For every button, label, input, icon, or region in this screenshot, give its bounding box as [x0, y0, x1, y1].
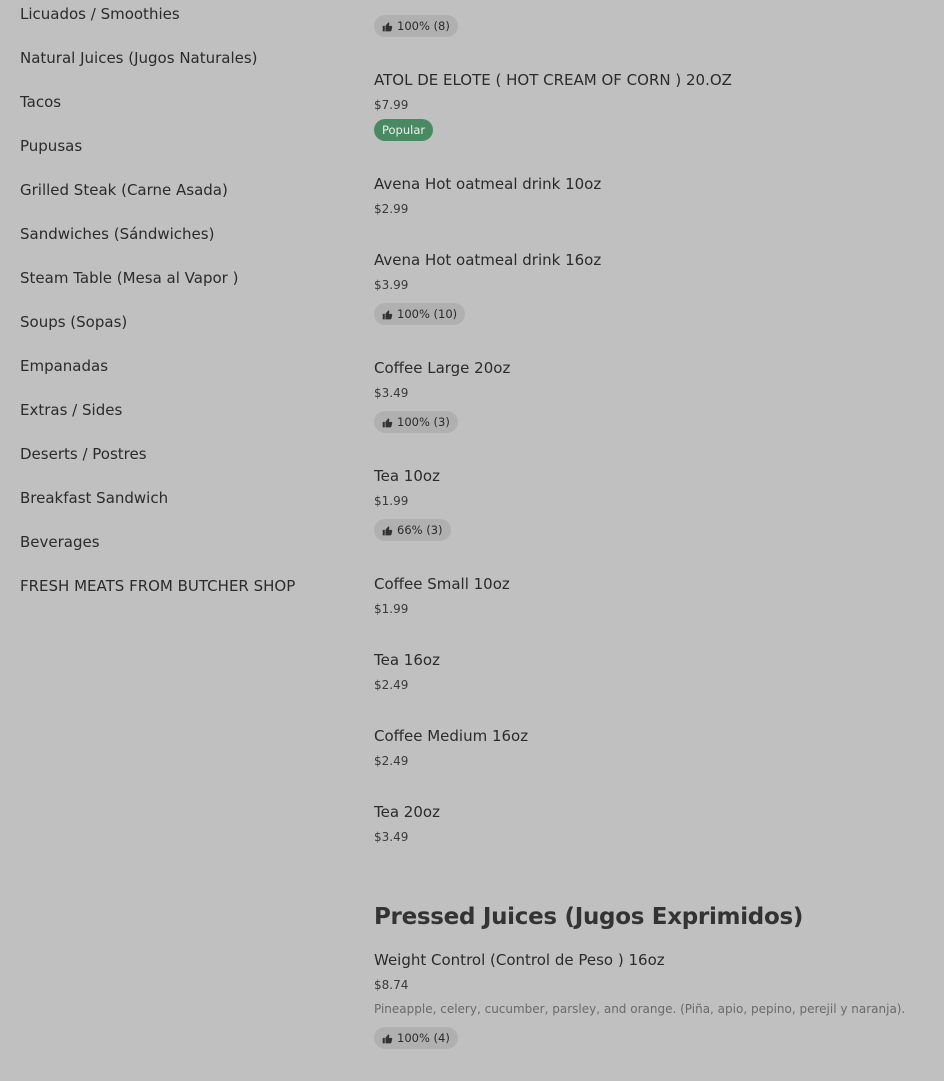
- sidebar-item-breakfast-sandwich[interactable]: Breakfast Sandwich: [20, 489, 169, 507]
- sidebar-item-deserts[interactable]: Deserts / Postres: [20, 445, 147, 463]
- item-price: $2.49: [374, 754, 409, 768]
- sidebar-item-smoothies[interactable]: Licuados / Smoothies: [20, 5, 180, 23]
- sidebar-item-natural-juices[interactable]: Natural Juices (Jugos Naturales): [20, 49, 258, 67]
- item-price: $8.74: [374, 978, 409, 992]
- sidebar-item-grilled-steak[interactable]: Grilled Steak (Carne Asada): [20, 181, 228, 199]
- sidebar-item-soups[interactable]: Soups (Sopas): [20, 313, 128, 331]
- rating-text: 100% (3): [397, 415, 450, 429]
- item-name: ATOL DE ELOTE ( HOT CREAM OF CORN ) 20.OZ: [374, 71, 732, 89]
- item-name: Tea 10oz: [374, 467, 440, 485]
- thumbs-up-icon: [382, 525, 393, 536]
- rating-pill: [374, 411, 458, 433]
- item-name: Coffee Small 10oz: [374, 575, 510, 593]
- item-price: $2.49: [374, 678, 409, 692]
- sidebar-item-sandwiches[interactable]: Sandwiches (Sándwiches): [20, 225, 215, 243]
- item-name: Avena Hot oatmeal drink 16oz: [374, 251, 602, 269]
- rating-text: 100% (8): [397, 19, 450, 33]
- rating-pill: [374, 1027, 458, 1049]
- rating-text: 100% (10): [397, 307, 458, 321]
- sidebar-item-extras-sides[interactable]: Extras / Sides: [20, 401, 123, 419]
- item-description: Pineapple, celery, cucumber, parsley, and orange. (Piña, apio, pepino, perejil y naranja).: [374, 1002, 906, 1016]
- item-name: Coffee Medium 16oz: [374, 727, 529, 745]
- sidebar-item-fresh-meats[interactable]: FRESH MEATS FROM BUTCHER SHOP: [20, 577, 296, 595]
- item-price: $1.99: [374, 494, 409, 508]
- sidebar-item-empanadas[interactable]: Empanadas: [20, 357, 109, 375]
- section-title: Pressed Juices (Jugos Exprimidos): [374, 904, 804, 930]
- sidebar-item-pupusas[interactable]: Pupusas: [20, 137, 83, 155]
- sidebar-item-tacos[interactable]: Tacos: [20, 93, 62, 111]
- item-price: $3.99: [374, 278, 409, 292]
- rating-text: 100% (4): [397, 1031, 450, 1045]
- item-name: Tea 16oz: [374, 651, 440, 669]
- item-price: $3.49: [374, 830, 409, 844]
- item-price: $7.99: [374, 98, 409, 112]
- rating-pill: [374, 519, 451, 541]
- thumbs-up-icon: [382, 21, 393, 32]
- rating-pill: [374, 15, 458, 37]
- thumbs-up-icon: [382, 417, 393, 428]
- rating-text: 66% (3): [397, 523, 443, 537]
- sidebar-item-steam-table[interactable]: Steam Table (Mesa al Vapor ): [20, 269, 239, 287]
- sidebar-item-beverages[interactable]: Beverages: [20, 533, 100, 551]
- popular-badge: [374, 119, 433, 141]
- thumbs-up-icon: [382, 1033, 393, 1044]
- item-price: $3.49: [374, 386, 409, 400]
- item-name: Coffee Large 20oz: [374, 359, 511, 377]
- thumbs-up-icon: [382, 309, 393, 320]
- item-name: Weight Control (Control de Peso ) 16oz: [374, 951, 665, 969]
- item-name: Tea 20oz: [374, 803, 440, 821]
- item-price: $1.99: [374, 602, 409, 616]
- rating-pill: [374, 303, 465, 325]
- item-price: $2.99: [374, 202, 409, 216]
- badge-label: Popular: [382, 123, 426, 137]
- item-name: Avena Hot oatmeal drink 10oz: [374, 175, 602, 193]
